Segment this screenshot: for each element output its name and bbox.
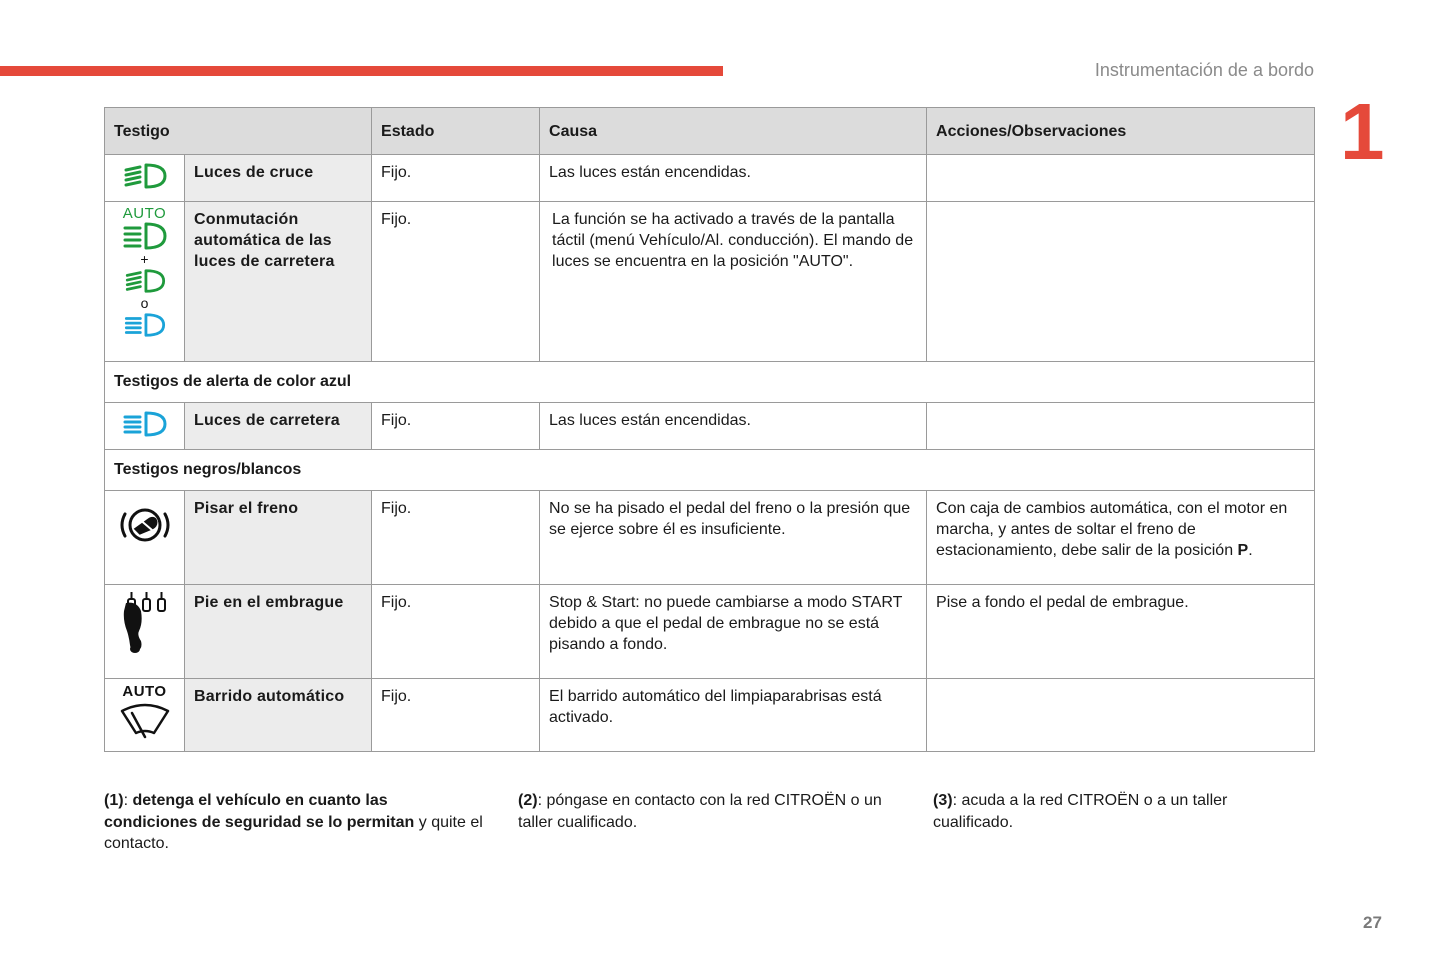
acciones-cell: [927, 202, 1315, 362]
causa-cell: La función se ha activado a través de la pantalla táctil (menú Vehículo/Al. conducción). El mando de luces se encuentra en la posición "AUTO".: [540, 202, 927, 362]
section-heading-blue: Testigos de alerta de color azul: [105, 362, 1315, 403]
chapter-number: 1: [1340, 87, 1385, 176]
table-row: [105, 403, 1315, 450]
footnote-2: [518, 790, 908, 833]
estado-cell: Fijo.: [372, 491, 540, 585]
acciones-cell: Pise a fondo el pedal de embrague.: [927, 585, 1315, 679]
auto-high-beam-icon: [105, 206, 184, 339]
causa-cell: No se ha pisado el pedal del freno o la presión que se ejerce sobre él es insuficiente.: [540, 491, 927, 585]
icon-cell: [105, 202, 185, 362]
causa-cell: Stop & Start: no puede cambiarse a modo START debido a que el pedal de embrague no se está pisando a fondo.: [540, 585, 927, 679]
footnote-text: y quite el contacto.: [104, 813, 483, 852]
warning-lights-table: [104, 107, 1315, 752]
gear-position-p: P: [1237, 542, 1249, 559]
brake-pedal-icon: [105, 503, 184, 547]
causa-cell: Las luces están encendidas.: [540, 155, 927, 202]
light-name: Pie en el embrague: [185, 585, 372, 679]
or-sign: o: [140, 295, 149, 311]
acciones-cell: [927, 403, 1315, 450]
auto-label: AUTO: [122, 683, 167, 700]
header-causa: Causa: [540, 108, 927, 155]
footnote-bold: detenga el vehículo en cuanto las condiciones de seguridad se lo permitan: [104, 792, 415, 831]
footnote-ref: (3): [933, 792, 953, 809]
footnote-ref: (2): [518, 792, 538, 809]
table-header-row: [105, 108, 1315, 155]
section-title: Instrumentación de a bordo: [1094, 60, 1314, 80]
footnote-colon: :: [952, 792, 962, 809]
header-acciones: Acciones/Observaciones: [927, 108, 1315, 155]
light-name: Barrido automático: [185, 679, 372, 752]
footnote-1: [104, 790, 484, 855]
acciones-cell: [927, 155, 1315, 202]
footnote-3: [933, 790, 1303, 833]
causa-cell: Las luces están encendidas.: [540, 403, 927, 450]
acciones-end: .: [1248, 542, 1253, 559]
acciones-text: Con caja de cambios automática, con el motor en marcha, y antes de soltar el freno de estacionamiento, debe salir de la posición: [936, 500, 1288, 559]
page-number: 27: [1363, 913, 1382, 932]
causa-cell: El barrido automático del limpiaparabrisas está activado.: [540, 679, 927, 752]
footnote-colon: :: [537, 792, 547, 809]
table-row: [105, 585, 1315, 679]
section-row: [105, 362, 1315, 403]
icon-cell: [105, 679, 185, 752]
plus-sign: +: [140, 251, 149, 267]
footnote-colon: :: [123, 792, 133, 809]
header-testigo: Testigo: [105, 108, 372, 155]
light-name: Luces de carretera: [185, 403, 372, 450]
estado-cell: Fijo.: [372, 679, 540, 752]
table-row: [105, 679, 1315, 752]
auto-label: AUTO: [122, 205, 167, 222]
icon-cell: [105, 155, 185, 202]
section-row: [105, 450, 1315, 491]
icon-cell: [105, 585, 185, 679]
light-name: Conmutación automática de las luces de carretera: [185, 202, 372, 362]
icon-cell: [105, 491, 185, 585]
section-heading-black-white: Testigos negros/blancos: [105, 450, 1315, 491]
footnote-text: póngase en contacto con la red CITROËN o un taller cualificado.: [518, 792, 882, 831]
light-name: Pisar el freno: [185, 491, 372, 585]
low-beam-green-icon: [105, 161, 184, 191]
accent-bar: [0, 66, 723, 76]
acciones-cell: [927, 679, 1315, 752]
estado-cell: Fijo.: [372, 585, 540, 679]
table-row: [105, 491, 1315, 585]
clutch-foot-icon: [105, 589, 184, 655]
high-beam-blue-icon: [105, 409, 184, 439]
table-row: [105, 155, 1315, 202]
estado-cell: Fijo.: [372, 155, 540, 202]
table-row: [105, 202, 1315, 362]
auto-wiper-icon: [105, 684, 184, 741]
header-estado: Estado: [372, 108, 540, 155]
estado-cell: Fijo.: [372, 403, 540, 450]
estado-cell: Fijo.: [372, 202, 540, 362]
acciones-cell: [927, 491, 1315, 585]
footnote-text: acuda a la red CITROËN o a un taller cualificado.: [933, 792, 1228, 831]
light-name: Luces de cruce: [185, 155, 372, 202]
footnote-ref: (1): [104, 792, 124, 809]
icon-cell: [105, 403, 185, 450]
